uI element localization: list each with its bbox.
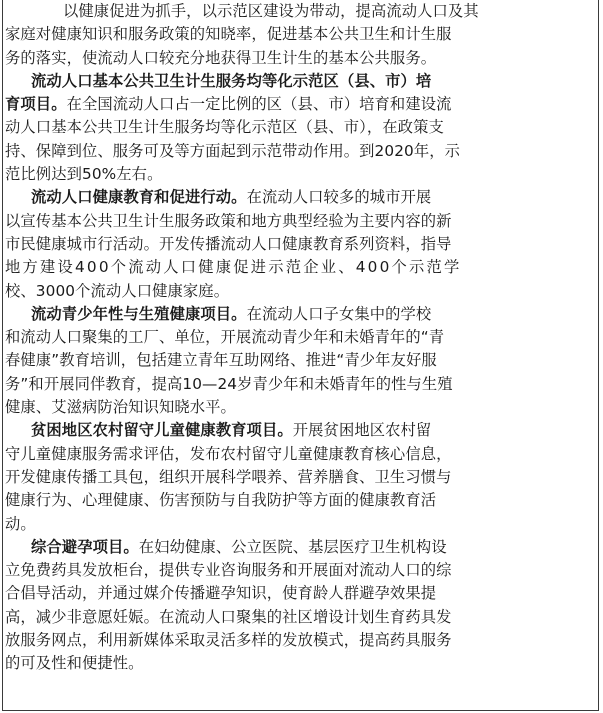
text-line: 以健康促进为抓手，以示范区建设为带动，提高流动人口及其 xyxy=(63,2,479,20)
paragraph-demonstration-zone xyxy=(5,70,584,186)
text-span: 在全国流动人口占一定比例的区（县、市）培育和建设流 xyxy=(66,95,452,114)
paragraph-health-education xyxy=(5,186,584,302)
text-line: 开发健康传播工具包，组织开展科学喂养、营养膳食、卫生习惯与 xyxy=(5,467,452,486)
text-line: 务”和开展同伴教育，提高10—24岁青少年和未婚青年的性与生殖 xyxy=(5,374,453,393)
paragraph-heading: 贫困地区农村留守儿童健康教育项目。 xyxy=(31,421,293,440)
text-line: 校、3000个流动人口健康家庭。 xyxy=(5,281,230,300)
text-line: 以宣传基本公共卫生计生服务政策和地方典型经验为主要内容的新 xyxy=(5,211,452,230)
text-line: 春健康”教育培训，包括建立青年互助网络、推进“青少年友好服 xyxy=(5,351,437,370)
text-line: 和流动人口聚集的工厂、单位，开展流动青少年和未婚青年的“青 xyxy=(5,328,445,347)
text-span: 在流动人口子女集中的学校 xyxy=(246,304,432,323)
paragraph-heading: 流动人口健康教育和促进行动。 xyxy=(31,188,247,207)
text-line: 务的落实，使流动人口较充分地获得卫生计生的基本公共服务。 xyxy=(5,48,437,67)
text-line: 合倡导活动，并通过媒介传播避孕知识，使育龄人群避孕效果提 xyxy=(5,584,437,603)
paragraph-heading-continued: 育项目。 xyxy=(5,95,67,114)
paragraph-youth-health xyxy=(5,303,584,419)
text-line: 持、保障到位、服务可及等方面起到示范带动作用。到2020年，示 xyxy=(5,141,461,160)
text-line: 市民健康城市行活动。开发传播流动人口健康教育系列资料，指导 xyxy=(5,234,452,253)
text-line: 动人口基本公共卫生计生服务均等化示范区（县、市），在政策支 xyxy=(5,118,444,137)
paragraph-left-behind-children xyxy=(5,419,584,535)
text-line: 高，减少非意愿妊娠。在流动人口聚集的社区增设计划生育药具发 xyxy=(5,607,452,626)
text-line: 健康行为、心理健康、伤害预防与自我防护等方面的健康教育活 xyxy=(5,491,437,510)
text-span: 在流动人口较多的城市开展 xyxy=(246,188,432,207)
text-line: 范比例达到50%左右。 xyxy=(5,165,163,184)
text-span: 在妇幼健康、公立医院、基层医疗卫生机构设 xyxy=(138,537,447,556)
text-span: 开展贫困地区农村留 xyxy=(292,421,432,440)
paragraph-heading: 流动青少年性与生殖健康项目。 xyxy=(31,304,247,323)
paragraph-heading: 综合避孕项目。 xyxy=(31,537,139,556)
text-line: 放服务网点，利用新媒体采取灵活多样的发放模式，提高药具服务 xyxy=(5,631,452,650)
text-line: 立免费药具发放柜台，提供专业咨询服务和开展面对流动人口的综 xyxy=(5,561,452,580)
text-line: 守儿童健康服务需求评估，发布农村留守儿童健康教育核心信息， xyxy=(5,444,452,463)
document-frame xyxy=(2,0,599,711)
paragraph-contraception xyxy=(5,536,584,676)
paragraph-intro xyxy=(5,0,584,70)
text-line: 的可及性和便捷性。 xyxy=(5,654,144,673)
text-line: 健康、艾滋病防治知识知晓水平。 xyxy=(5,398,236,417)
paragraph-heading: 流动人口基本公共卫生计生服务均等化示范区（县、市）培 xyxy=(31,71,432,90)
text-line: 地方建设400个流动人口健康促进示范企业、400个示范学 xyxy=(5,258,462,277)
document-body xyxy=(5,0,584,676)
text-line: 家庭对健康知识和服务政策的知晓率，促进基本公共卫生和计生服 xyxy=(5,25,452,44)
text-line: 动。 xyxy=(5,514,36,533)
